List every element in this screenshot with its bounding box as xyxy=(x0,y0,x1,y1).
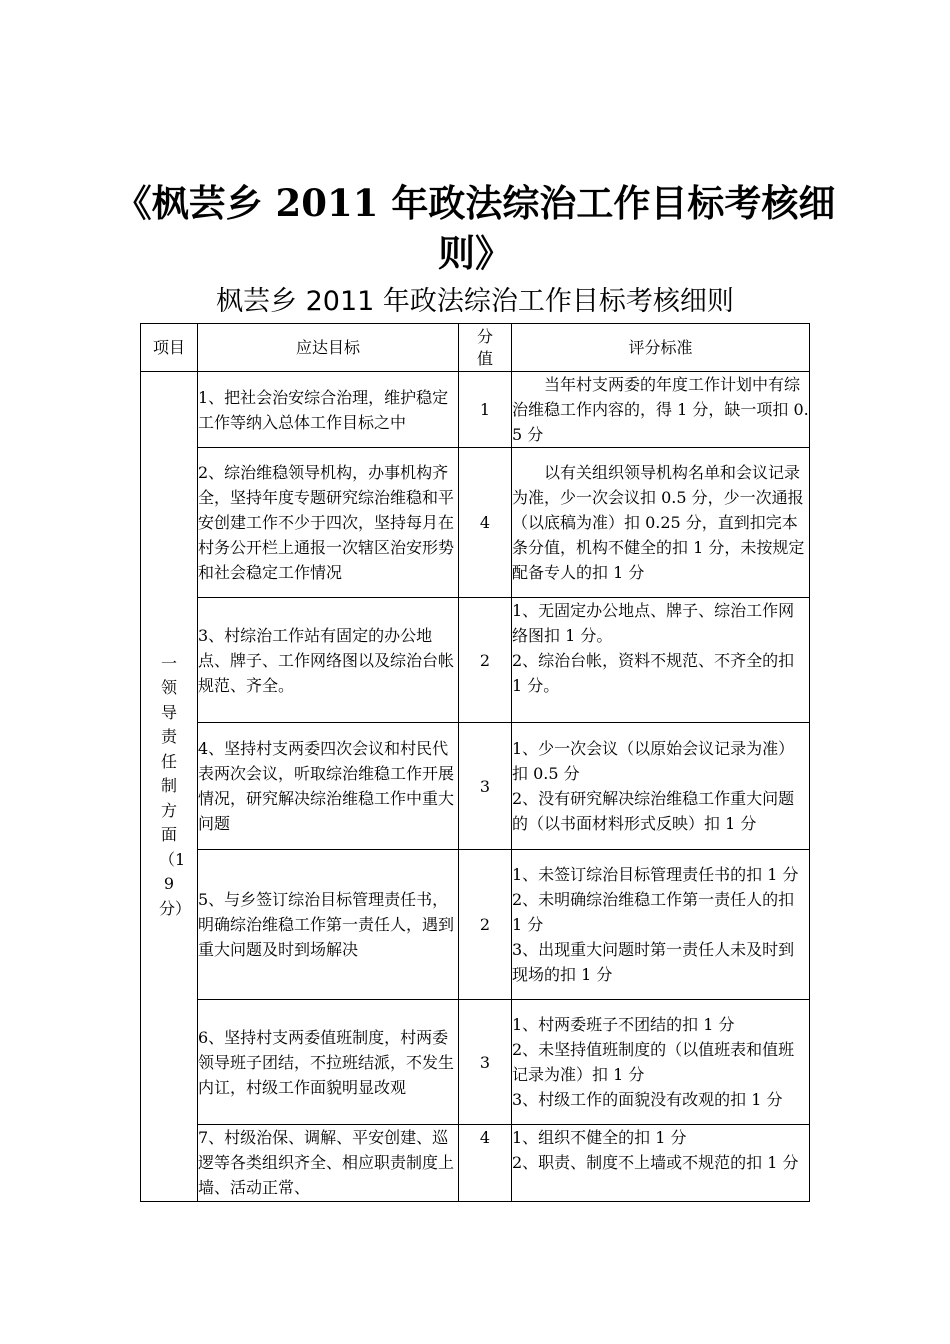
criteria-cell: 当年村支两委的年度工作计划中有综治维稳工作内容的，得 1 分，缺一项扣 0.5 分 xyxy=(512,372,810,448)
header-score xyxy=(459,324,512,372)
score-cell: 3 xyxy=(459,723,512,850)
criteria-line: 1、无固定办公地点、牌子、综治工作网络图扣 1 分。 2、综治台帐，资料不规范、不齐全的扣 1 分。 xyxy=(512,601,795,695)
criteria-cell: 以有关组织领导机构名单和会议记录为准，少一次会议扣 0.5 分，少一次通报（以底稿为准）扣 0.25 分，直到扣完本条分值，机构不健全的扣 1 分，未按规定配备专人的扣 1 分 xyxy=(512,448,810,598)
goal-cell: 1、把社会治安综合治理，维护稳定工作等纳入总体工作目标之中 xyxy=(198,372,459,448)
goal-cell: 5、与乡签订综治目标管理责任书，明确综治维稳工作第一责任人，遇到重大问题及时到场解决 xyxy=(198,850,459,1000)
table-header-row xyxy=(141,324,810,372)
header-item: 项目 xyxy=(141,324,198,372)
assessment-table xyxy=(140,323,810,1202)
table-row xyxy=(141,1125,810,1202)
criteria-line: 1、少一次会议（以原始会议记录为准）扣 0.5 分 2、没有研究解决综治维稳工作重大问题的（以书面材料形式反映）扣 1 分 xyxy=(512,739,795,833)
table-row xyxy=(141,850,810,1000)
category-cell xyxy=(141,372,198,1202)
criteria-line: 1、组织不健全的扣 1 分 2、职责、制度不上墙或不规范的扣 1 分 xyxy=(512,1128,799,1172)
criteria-cell xyxy=(512,850,810,1000)
criteria-line: 1、未签订综治目标管理责任书的扣 1 分 2、未明确综治维稳工作第一责任人的扣 1 分 3、出现重大问题时第一责任人未及时到现场的扣 1 分 xyxy=(512,865,799,984)
goal-cell: 7、村级治保、调解、平安创建、巡逻等各类组织齐全、相应职责制度上墙、活动正常、 xyxy=(198,1125,459,1202)
table-row xyxy=(141,1000,810,1125)
criteria-cell xyxy=(512,1125,810,1202)
criteria-line: 1、村两委班子不团结的扣 1 分 2、未坚持值班制度的（以值班表和值班记录为准）扣 1 分 3、村级工作的面貌没有改观的扣 1 分 xyxy=(512,1015,795,1109)
table-row xyxy=(141,598,810,723)
criteria-cell xyxy=(512,1000,810,1125)
goal-cell: 2、综治维稳领导机构，办事机构齐全，坚持年度专题研究综治维稳和平安创建工作不少于四次，坚持每月在村务公开栏上通报一次辖区治安形势和社会稳定工作情况 xyxy=(198,448,459,598)
table-row xyxy=(141,723,810,850)
table-row xyxy=(141,448,810,598)
header-score-label: 分值 xyxy=(476,326,493,368)
document-subtitle: 枫芸乡 2011 年政法综治工作目标考核细则 xyxy=(216,286,734,317)
score-cell: 4 xyxy=(459,1125,512,1202)
header-criteria: 评分标准 xyxy=(512,324,810,372)
score-cell: 1 xyxy=(459,372,512,448)
goal-cell: 6、坚持村支两委值班制度，村两委领导班子团结，不拉班结派，不发生内讧，村级工作面貌明显改观 xyxy=(198,1000,459,1125)
document-title: 《枫芸乡 2011 年政法综治工作目标考核细则》 xyxy=(114,181,836,275)
score-cell: 3 xyxy=(459,1000,512,1125)
table-row xyxy=(141,372,810,448)
goal-cell: 4、坚持村支两委四次会议和村民代表两次会议，听取综治维稳工作开展情况，研究解决综治维稳工作中重大问题 xyxy=(198,723,459,850)
score-cell: 2 xyxy=(459,850,512,1000)
score-cell: 4 xyxy=(459,448,512,598)
criteria-cell xyxy=(512,598,810,723)
header-goal: 应达目标 xyxy=(198,324,459,372)
criteria-cell xyxy=(512,723,810,850)
category-label: 一领导责任制方面（19分） xyxy=(159,653,192,918)
score-cell: 2 xyxy=(459,598,512,723)
goal-cell: 3、村综治工作站有固定的办公地点、牌子、工作网络图以及综治台帐规范、齐全。 xyxy=(198,598,459,723)
